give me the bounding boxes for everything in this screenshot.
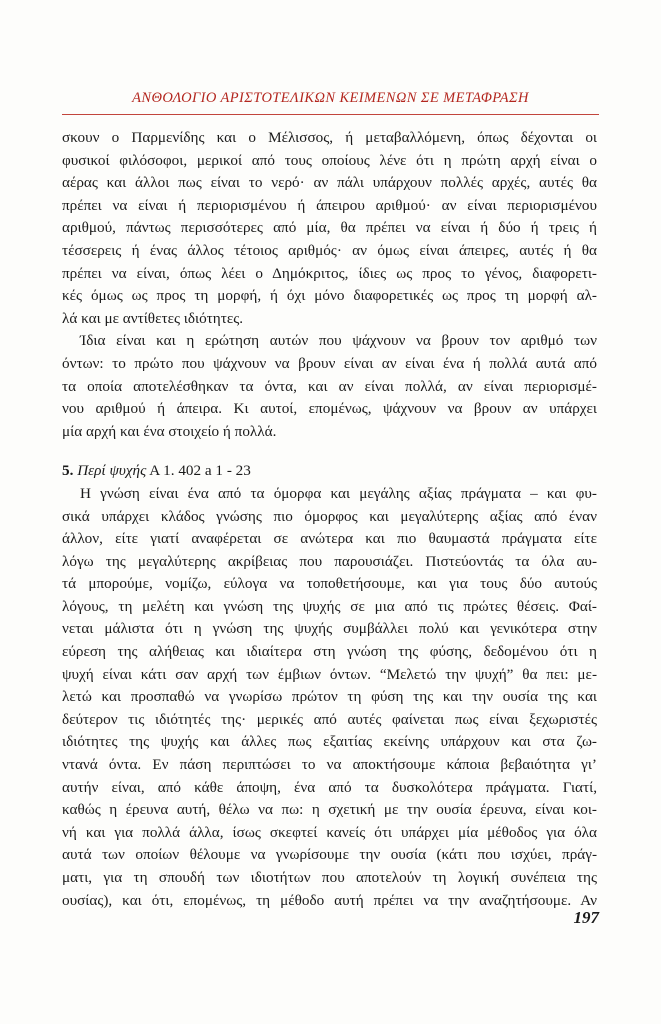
text-line: όντων: το πρώτο που ψάχνουν να βρουν είναι αν είναι ένα ή πολλά αυτά από bbox=[62, 354, 597, 372]
text-line: ματι, για τη σπουδή των ιδιοτήτων που αποτελούν τη λογική συνέπεια της bbox=[62, 869, 597, 886]
header-rule bbox=[62, 114, 599, 115]
text-line: αυτά των οποίων θέλουμε να γνωρίσουμε την ουσία (κάτι που ισχύει, πράγ- bbox=[62, 846, 597, 864]
paragraph-3 bbox=[62, 483, 597, 912]
text-line: Η γνώση είναι ένα από τα όμορφα και μεγάλης αξίας πράγματα – και φυ- bbox=[80, 484, 597, 502]
text-line: καθώς η έρευνα αυτή, θέλω να πω: η σχετική με την ουσία έρευνα, είναι κοι- bbox=[62, 801, 597, 819]
page-number: 197 bbox=[573, 908, 599, 927]
text-line: νή και για πολλά άλλα, ίσως σκεφτεί κανείς ότι υπάρχει μία μέθοδος για όλα bbox=[62, 823, 597, 841]
text-line: λά και με αντίθετες ιδιότητες. bbox=[62, 309, 244, 327]
text-line: λόγους, τη μελέτη και γνώση της ψυχής σε μια από τις πρώτες θέσεις. Φαί- bbox=[62, 597, 597, 615]
text-line: σκουν ο Παρμενίδης και ο Μέλισσος, ή μεταβαλλόμενη, όπως δέχονται οι bbox=[62, 129, 597, 146]
text-line: άλλον, είτε γιατί αναφέρεται σε ανώτερα και πιο θαυμαστά πράγματα είτε bbox=[62, 530, 597, 548]
text-line: τά μπορούμε, νομίζω, εύλογα να τοποθετήσουμε, και για τους δύο αυτούς bbox=[62, 575, 597, 593]
text-line: Ίδια είναι και η ερώτηση αυτών που ψάχνουν να βρουν τον αριθμό των bbox=[80, 332, 597, 350]
text-line: λετώ και προσπαθώ να γνωρίσω πρώτον τη φύση της και την ουσία της και bbox=[62, 688, 597, 706]
text-line: ουσίας), και ότι, επομένως, τη μέθοδο αυτή πρέπει να την αναζητήσουμε. Αν bbox=[62, 891, 597, 909]
paragraph-1 bbox=[62, 127, 597, 330]
running-head: ΑΝΘΟΛΟΓΙΟ ΑΡΙΣΤΟΤΕΛΙΚΩΝ ΚΕΙΜΕΝΩΝ ΣΕ ΜΕΤΑΦΡΑΣΗ bbox=[132, 90, 529, 106]
section-spacer bbox=[62, 443, 597, 460]
text-line: ψυχή είναι κάτι σαν αρχή των έμβιων όντων. “Μελετώ την ψυχή” θα πει: με- bbox=[62, 665, 597, 683]
section-heading bbox=[62, 460, 597, 483]
text-line: φυσικοί φιλόσοφοι, μερικοί από τους οποίους λένε ότι η πρώτη αρχή είναι ο bbox=[62, 151, 597, 169]
text-line: τα οποία αποτελέσθηκαν τα όντα, και αν είναι πολλά, αν είναι περιορισμέ- bbox=[62, 377, 597, 395]
text-line: αέρας και άλλοι πως είναι το νερό· αν πάλι υπάρχουν πολλές αρχές, αυτές θα bbox=[62, 174, 597, 192]
text-line: μία αρχή και ένα στοιχείο ή πολλά. bbox=[62, 422, 277, 440]
text-line: νου αριθμού ή άπειρα. Κι αυτοί, επομένως, ψάχνουν να βρουν αν υπάρχει bbox=[62, 400, 597, 418]
text-line: αυτήν είναι, από κάθε άποψη, ένα από τα δυσκολότερα πράγματα. Γιατί, bbox=[62, 778, 597, 796]
text-line: ιδιότητες της ψυχής και άλλες πως εξαιτίας εκείνης υπάρχουν και στα ζω- bbox=[62, 733, 597, 751]
section-title: Περί ψυχής bbox=[77, 462, 147, 480]
text-line: πρέπει να είναι, όπως λέει ο Δημόκριτος, ίδιες ως προς το γένος, διαφορετι- bbox=[62, 264, 597, 282]
text-line: κές όμως ως προς τη μορφή, ή όχι μόνο διαφορετικές ως προς τη μορφή αλ- bbox=[62, 287, 597, 305]
text-line: λόγω της μεγαλύτερης ακρίβειας που παρουσιάζει. Πιστεύοντάς τα όλα αυ- bbox=[62, 552, 597, 570]
text-line: αριθμού, πάντως περισσότερες από μία, θα πρέπει να είναι ή δύο ή τρεις ή bbox=[62, 219, 597, 237]
section-number: 5. bbox=[62, 462, 74, 480]
text-line: εύρεση της αλήθειας και ιδιαίτερα στη γνώση της φύσης, δεδομένου ότι η bbox=[62, 643, 597, 661]
section-reference: Α 1. 402 a 1 - 23 bbox=[149, 462, 251, 480]
text-line: ντανά όντα. Εν πάση περιπτώσει το να αποκτήσουμε κάποια βεβαιότητα γι’ bbox=[62, 756, 597, 774]
paragraph-2 bbox=[62, 330, 597, 443]
text-line: δεύτερον τις ιδιότητές της· μερικές από αυτές φαίνεται πως είναι ξεχωριστές bbox=[62, 710, 597, 728]
text-line: πρέπει να είναι ή περιορισμένου ή άπειρου αριθμού· αν είναι περιορισμένου bbox=[62, 196, 597, 214]
text-line: σικά υπάρχει κλάδος γνώσης πιο όμορφος και μεγαλύτερης αξίας από έναν bbox=[62, 507, 597, 525]
text-line: νεται μάλιστα ότι η γνώση της ψυχής συμβάλλει πολύ και γενικότερα στην bbox=[62, 620, 597, 638]
text-line: τέσσερεις ή ένας άλλος τέτοιος αριθμός· αν όμως είναι άπειρες, αυτές ή θα bbox=[62, 241, 597, 259]
page-body bbox=[62, 127, 597, 912]
